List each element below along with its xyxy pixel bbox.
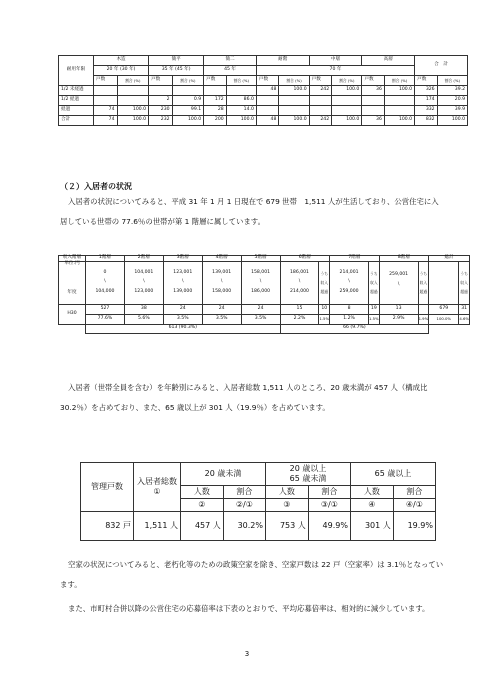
value-cell: 20.9 — [437, 96, 467, 106]
ratio-label: 割合 — [393, 486, 435, 499]
value-cell: 230 — [149, 106, 173, 116]
mid-age-header: 20 歳以上 65 歳未満 — [265, 463, 350, 486]
range-cell: 259,001 \ — [379, 261, 418, 304]
sub-count: 戸数 — [204, 76, 227, 86]
value-cell: 28 — [204, 106, 227, 116]
mark-cell: ③ — [265, 499, 308, 512]
table-row — [59, 96, 468, 106]
count-cell: 19 — [369, 304, 380, 314]
sub-count: 戸数 — [362, 76, 385, 86]
value-cell: 753 人 — [265, 512, 308, 541]
mgmt-header: 管理戸数 — [81, 463, 134, 512]
row-label: 1/2 経過 — [59, 96, 94, 106]
range-cell: 139,001 \ 158,000 — [202, 261, 241, 304]
table-row — [59, 106, 468, 116]
vacancy-paragraph: 空家の状況についてみると、老朽化等のための政策空家を除き、空家戸数は 22 戸（空家率）は 3.1％となっています。 — [60, 560, 444, 589]
class-header: 5階層 — [241, 256, 280, 262]
value-cell: 74 — [94, 116, 118, 126]
year-cell: H30 — [59, 304, 86, 324]
years-cell: 35 年 (45 年) — [149, 66, 204, 76]
pct-cell: 5.6% — [124, 314, 163, 324]
value-cell — [332, 106, 362, 116]
value-cell: 86.0 — [226, 96, 256, 106]
row-label: 経過 — [59, 106, 94, 116]
range-cell: 123,001 \ 139,000 — [163, 261, 202, 304]
row-label: 1/2 未経過 — [59, 86, 94, 96]
over65-header: 65 歳以上 — [350, 463, 435, 486]
value-cell — [94, 86, 118, 96]
value-cell: 39.9 — [437, 106, 467, 116]
range-cell: 104,001 \ 123,000 — [124, 261, 163, 304]
value-cell: 48 — [256, 116, 279, 126]
value-cell — [309, 96, 332, 106]
durability-rows — [59, 86, 468, 126]
value-cell: 832 — [415, 116, 438, 126]
total-range-cell — [429, 261, 459, 304]
value-cell: 100.0 — [384, 116, 414, 126]
value-cell: 332 — [415, 106, 438, 116]
count-cell: 24 — [163, 304, 202, 314]
sub-ratio: 割合 (%) — [117, 76, 149, 86]
value-cell: 457 人 — [181, 512, 224, 541]
value-cell — [332, 96, 362, 106]
group-b-total: 66 (9.7%) — [280, 324, 429, 333]
resident-status-paragraph: 入居者の状況についてみると、平成 31 年 1 月 1 日現在で 679 世帯 1,511 人が生活しており、公営住宅に入居している世帯の 77.6％の世帯が第 1 階層に属しています。 — [60, 197, 439, 226]
value-cell: 174 — [415, 96, 438, 106]
value-cell — [117, 96, 149, 106]
pct-cell: 3.5% — [163, 314, 202, 324]
pct-cell: 77.6% — [86, 314, 125, 324]
class-header: 4階層 — [202, 256, 241, 262]
pct-cell: 1.2% — [330, 314, 369, 324]
class-header: 1階層 — [86, 256, 125, 262]
range-cell: 0 \ 104,000 — [86, 261, 125, 304]
value-cell — [117, 86, 149, 96]
row-header: 耐用年限 — [59, 56, 94, 86]
count-cell: 31 — [459, 304, 470, 314]
count-cell: 38 — [124, 304, 163, 314]
year-label: 年度 — [67, 289, 77, 295]
persons-label: 人数 — [350, 486, 393, 499]
value-cell: 100.0 — [279, 116, 309, 126]
count-cell: 24 — [241, 304, 280, 314]
u20-header: 20 歳未満 — [181, 463, 266, 486]
value-cell — [384, 96, 414, 106]
group-a-total: 613 (90.3%) — [86, 324, 281, 333]
unit-label: 単位:円 — [64, 260, 80, 266]
sub-ratio: 割合 (%) — [384, 76, 414, 86]
page-number: 3 — [244, 650, 250, 658]
value-cell: 100.0 — [437, 116, 467, 126]
group-header: 合 計 — [415, 56, 468, 76]
value-cell — [204, 86, 227, 96]
mark-cell: ② — [181, 499, 224, 512]
value-cell: 0.9 — [172, 96, 204, 106]
range-cell: 186,001 \ 214,000 — [280, 261, 319, 304]
pct-cell: 3.5% — [202, 314, 241, 324]
count-cell: 13 — [379, 304, 418, 314]
value-cell: 100.0 — [279, 86, 309, 96]
value-cell — [256, 96, 279, 106]
group-header: 高層 — [362, 56, 415, 66]
sub-count: 戸数 — [256, 76, 279, 86]
value-cell — [256, 106, 279, 116]
value-cell: 832 戸 — [81, 512, 134, 541]
mark-cell: ④ — [350, 499, 393, 512]
excess-note: うち 収入 超過 — [418, 261, 429, 304]
pct-cell: 1.5% — [369, 314, 380, 324]
value-cell: 100.0 — [117, 106, 149, 116]
value-cell: 99.1 — [172, 106, 204, 116]
excess-note: うち 収入 超過 — [459, 261, 470, 304]
row-label: 合計 — [59, 116, 94, 126]
age-table — [80, 462, 436, 541]
excess-note: うち 収入 超過 — [369, 261, 380, 304]
value-cell — [309, 106, 332, 116]
persons-label: 人数 — [181, 486, 224, 499]
mark-cell: ②/① — [223, 499, 265, 512]
range-cell: 214,001 \ 259,000 — [330, 261, 369, 304]
income-class-table — [58, 255, 470, 334]
group-header: 簡平 — [149, 56, 204, 66]
count-cell: 15 — [280, 304, 319, 314]
value-cell — [362, 96, 385, 106]
group-header: 耐階 — [256, 56, 309, 66]
group-header: 中層 — [309, 56, 362, 66]
class-header: 総計 — [429, 256, 470, 262]
value-cell: 100.0 — [332, 86, 362, 96]
value-cell: 30.2% — [223, 512, 265, 541]
value-cell — [362, 106, 385, 116]
class-header: 3階層 — [163, 256, 202, 262]
count-cell: 679 — [429, 304, 459, 314]
value-cell: 19.9% — [393, 512, 435, 541]
pct-cell: 2.9% — [379, 314, 418, 324]
class-header: 7階層 — [330, 256, 380, 262]
count-cell: 24 — [202, 304, 241, 314]
class-header: 6階層 — [280, 256, 330, 262]
value-cell: 14.0 — [226, 106, 256, 116]
sub-count: 戸数 — [415, 76, 438, 86]
value-cell: 100.0 — [332, 116, 362, 126]
table-row — [59, 86, 468, 96]
value-cell: 36 — [362, 116, 385, 126]
value-cell: 1,511 人 — [134, 512, 181, 541]
sub-ratio: 割合 (%) — [279, 76, 309, 86]
total-header: 入居者総数 ① — [134, 463, 181, 512]
value-cell: 36 — [362, 86, 385, 96]
mark-cell: ④/① — [393, 499, 435, 512]
value-cell — [94, 96, 118, 106]
sub-count: 戸数 — [94, 76, 118, 86]
value-cell: 232 — [149, 116, 173, 126]
count-cell — [418, 304, 429, 314]
persons-label: 人数 — [265, 486, 308, 499]
sub-ratio: 割合 (%) — [172, 76, 204, 86]
range-cell: 158,001 \ 186,000 — [241, 261, 280, 304]
income-label: 収入階層 — [59, 256, 86, 262]
value-cell — [172, 86, 204, 96]
value-cell: 242 — [309, 86, 332, 96]
years-cell: 70 年 — [256, 66, 414, 76]
value-cell: 100.0 — [226, 116, 256, 126]
section-heading: （２）入居者の状況 — [60, 182, 132, 191]
unit-year-labels — [59, 261, 86, 304]
ratio-label: 割合 — [223, 486, 265, 499]
mark-cell: ③/① — [308, 499, 350, 512]
sub-count: 戸数 — [309, 76, 332, 86]
class-header: 2階層 — [124, 256, 163, 262]
pct-cell: 100.0% — [429, 314, 459, 324]
group-header: 簡二 — [204, 56, 257, 66]
sub-count: 戸数 — [149, 76, 173, 86]
class-header: 8階層 — [379, 256, 429, 262]
value-cell — [149, 86, 173, 96]
table-row — [59, 116, 468, 126]
value-cell: 48 — [256, 86, 279, 96]
pct-cell: 4.6% — [459, 314, 470, 324]
count-cell: 10 — [319, 304, 330, 314]
pct-cell: 1.9% — [418, 314, 429, 324]
value-cell: 74 — [94, 106, 118, 116]
pct-cell: 3.5% — [241, 314, 280, 324]
sub-ratio: 割合 (%) — [332, 76, 362, 86]
value-cell: 100.0 — [117, 116, 149, 126]
ratio-label: 割合 — [308, 486, 350, 499]
count-cell: 8 — [330, 304, 369, 314]
value-cell: 100.0 — [384, 86, 414, 96]
value-cell: 301 人 — [350, 512, 393, 541]
value-cell — [279, 96, 309, 106]
value-cell: 100.0 — [172, 116, 204, 126]
excess-note: うち 収入 超過 — [319, 261, 330, 304]
pct-cell: 2.2% — [280, 314, 319, 324]
application-paragraph: また、市町村合併以降の公営住宅の応募倍率は下表のとおりで、平均応募倍率は、相対的に減少しています。 — [68, 604, 430, 613]
value-cell — [226, 86, 256, 96]
value-cell — [384, 106, 414, 116]
value-cell: 200 — [204, 116, 227, 126]
value-cell: 242 — [309, 116, 332, 126]
pct-cell: 1.5% — [319, 314, 330, 324]
years-cell: 45 年 — [204, 66, 257, 76]
sub-ratio: 割合 (%) — [226, 76, 256, 86]
value-cell: 326 — [415, 86, 438, 96]
sub-ratio: 割合 (%) — [437, 76, 467, 86]
durability-table — [58, 55, 468, 126]
count-cell: 527 — [86, 304, 125, 314]
group-header: 木造 — [94, 56, 149, 66]
value-cell — [279, 106, 309, 116]
value-cell: 39.2 — [437, 86, 467, 96]
years-cell: 20 年 (30 年) — [94, 66, 149, 76]
value-cell: 2 — [149, 96, 173, 106]
age-paragraph: 入居者（世帯全員を含む）を年齢別にみると、入居者総数 1,511 人のところ、20 歳未満が 457 人（構成比 30.2％）を占めており、また、65 歳以上が 301 人（19.9％）を占めています。 — [60, 383, 428, 412]
value-cell: 49.9% — [308, 512, 350, 541]
value-cell: 172 — [204, 96, 227, 106]
